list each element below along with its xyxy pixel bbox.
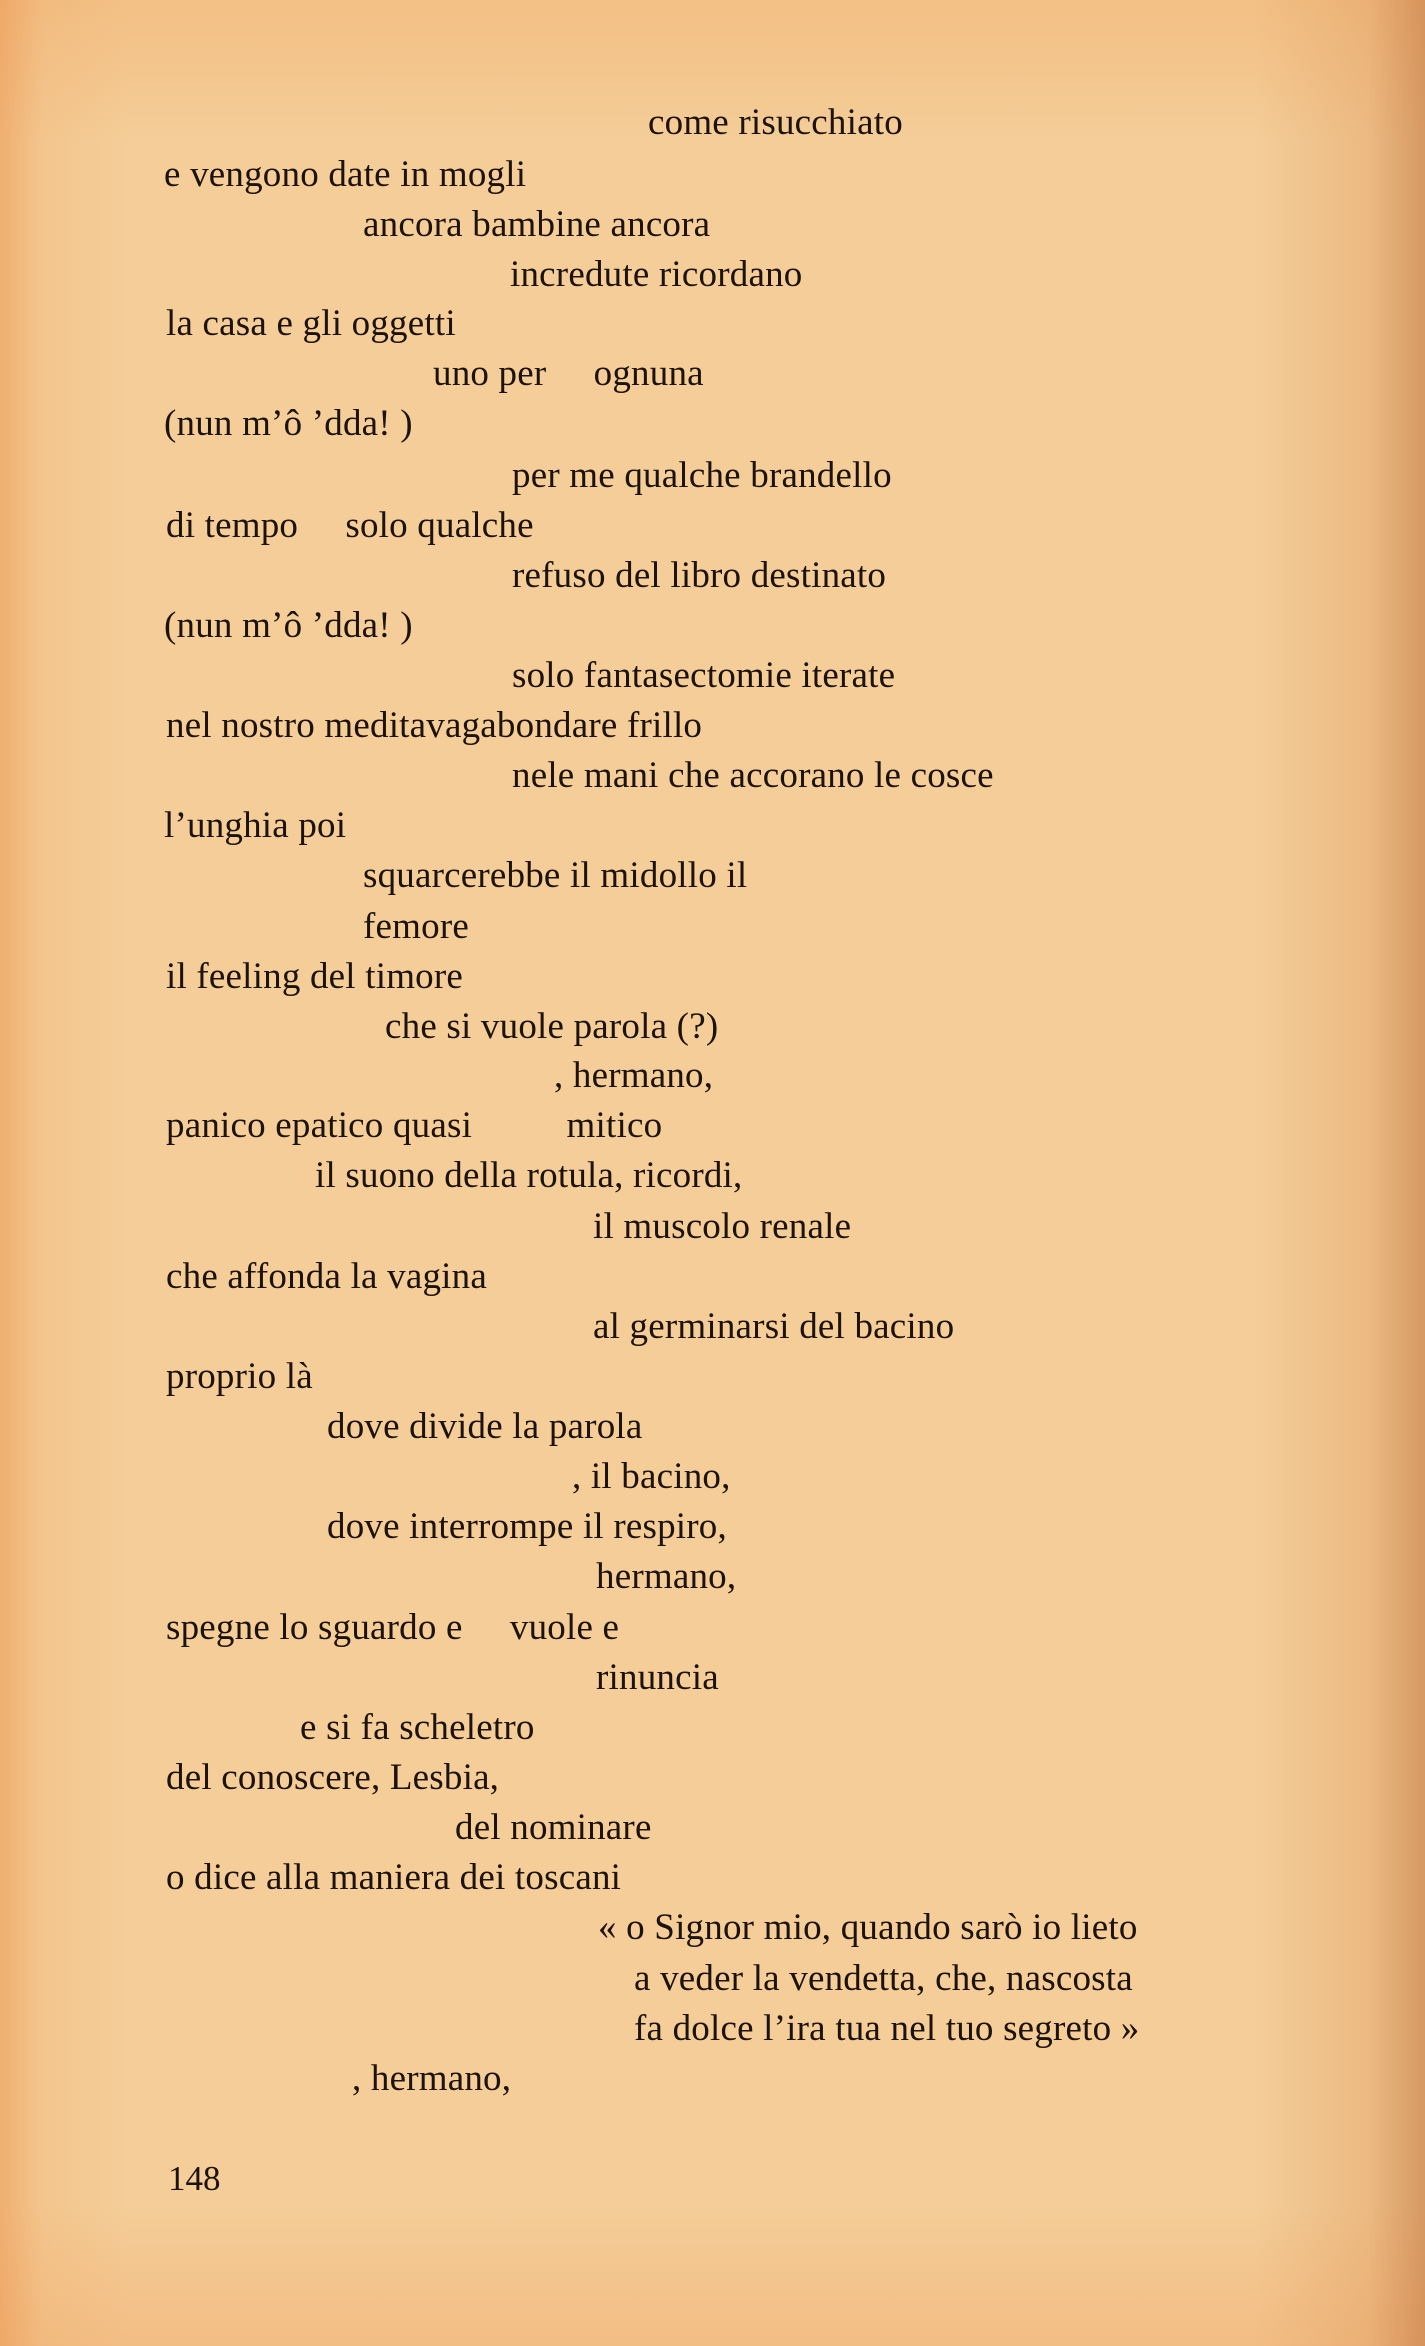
poem-line: e si fa scheletro xyxy=(300,1707,535,1748)
poem-line: o dice alla maniera dei toscani xyxy=(166,1857,622,1898)
poem-line: (nun m’ô ’dda! ) xyxy=(164,403,413,444)
poem-line: squarcerebbe il midollo il xyxy=(363,855,748,896)
page-number: 148 xyxy=(168,2159,221,2198)
poem-line: il muscolo renale xyxy=(593,1206,852,1247)
poem-line: , il bacino, xyxy=(572,1456,731,1497)
poem-line: refuso del libro destinato xyxy=(512,555,887,596)
poem-line: il feeling del timore xyxy=(166,956,464,997)
poem-line: del nominare xyxy=(455,1807,652,1848)
poem-line: incredute ricordano xyxy=(510,254,803,295)
poem-line: ancora bambine ancora xyxy=(363,204,711,245)
poem-line: che si vuole parola (?) xyxy=(385,1006,719,1047)
poem-line: dove interrompe il respiro, xyxy=(327,1506,727,1547)
poem-line: del conoscere, Lesbia, xyxy=(166,1757,500,1798)
poem-line: dove divide la parola xyxy=(327,1406,643,1447)
poem-line: e vengono date in mogli xyxy=(164,154,527,195)
poem-line: hermano, xyxy=(596,1556,737,1597)
poem-line: rinuncia xyxy=(596,1657,719,1698)
poem-line: nele mani che accorano le cosce xyxy=(512,755,994,796)
quote-line: fa dolce l’ira tua nel tuo segreto » xyxy=(634,2008,1140,2049)
poem-line: , hermano, xyxy=(352,2058,512,2099)
poem-line: solo fantasectomie iterate xyxy=(512,655,896,696)
poem-line: la casa e gli oggetti xyxy=(166,303,456,344)
quote-line: « o Signor mio, quando sarò io lieto xyxy=(598,1907,1138,1948)
poem-line: di tempo solo qualche xyxy=(166,505,534,546)
poem-line: , hermano, xyxy=(554,1055,714,1096)
poem-line: che affonda la vagina xyxy=(166,1256,487,1297)
poem-line: (nun m’ô ’dda! ) xyxy=(164,605,413,646)
poem-line: l’unghia poi xyxy=(164,805,347,846)
poem-line: femore xyxy=(363,906,469,947)
poem-line: per me qualche brandello xyxy=(512,455,892,496)
poem-line: uno per ognuna xyxy=(433,353,704,394)
poem-line: nel nostro meditavagabondare frillo xyxy=(166,705,703,746)
poem-line: come risucchiato xyxy=(648,102,903,143)
poem-line: proprio là xyxy=(166,1356,313,1397)
poem-line: il suono della rotula, ricordi, xyxy=(315,1155,743,1196)
quote-line: a veder la vendetta, che, nascosta xyxy=(634,1958,1133,1999)
poem-line: spegne lo sguardo e vuole e xyxy=(166,1607,620,1648)
poem-line: panico epatico quasi mitico xyxy=(166,1105,663,1146)
poem-line: al germinarsi del bacino xyxy=(593,1306,955,1347)
